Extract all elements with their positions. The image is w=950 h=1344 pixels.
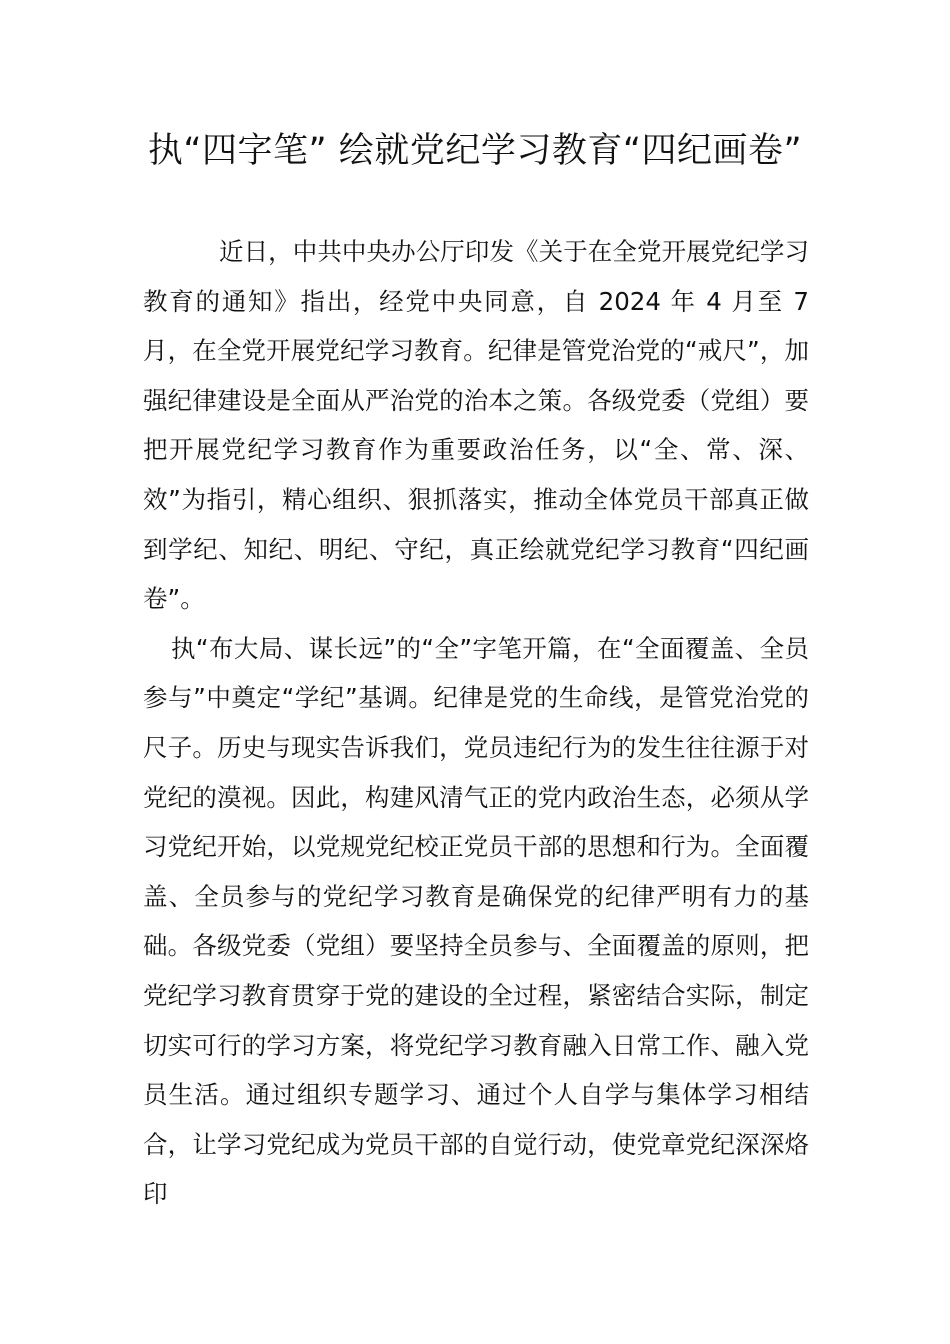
document-body (143, 227, 809, 1219)
paragraph-quan: 执“布大局、谋长远”的“全”字笔开篇，在“全面覆盖、全员参与”中奠定“学纪”基调。纪律是党的生命线，是管党治党的尺子。历史与现实告诉我们，党员违纪行为的发生往往源于对党纪的漠视。因此，构建风清气正的党内政治生态，必须从学习党纪开始，以党规党纪校正党员干部的思想和行为。全面覆盖、全员参与的党纪学习教育是确保党的纪律严明有力的基础。各级党委（党组）要坚持全员参与、全面覆盖的原则，把党纪学习教育贯穿于党的建设的全过程，紧密结合实际，制定切实可行的学习方案，将党纪学习教育融入日常工作、融入党员生活。通过组织专题学习、通过个人自学与集体学习相结合，让学习党纪成为党员干部的自觉行动，使党章党纪深深烙印 (143, 633, 809, 1209)
paragraph-intro: 近日，中共中央办公厅印发《关于在全党开展党纪学习教育的通知》指出，经党中央同意，自 2024 年 4 月至 7 月，在全党开展党纪学习教育。纪律是管党治党的“戒尺”，加强纪律建设是全面从严治党的治本之策。各级党委（党组）要把开展党纪学习教育作为重要政治任务，以“全、常、深、效”为指引，精心组织、狠抓落实，推动全体党员干部真正做到学纪、知纪、明纪、守纪，真正绘就党纪学习教育“四纪画卷”。 (143, 237, 809, 614)
document-title: 执“四字笔” 绘就党纪学习教育“四纪画卷” (147, 131, 803, 171)
